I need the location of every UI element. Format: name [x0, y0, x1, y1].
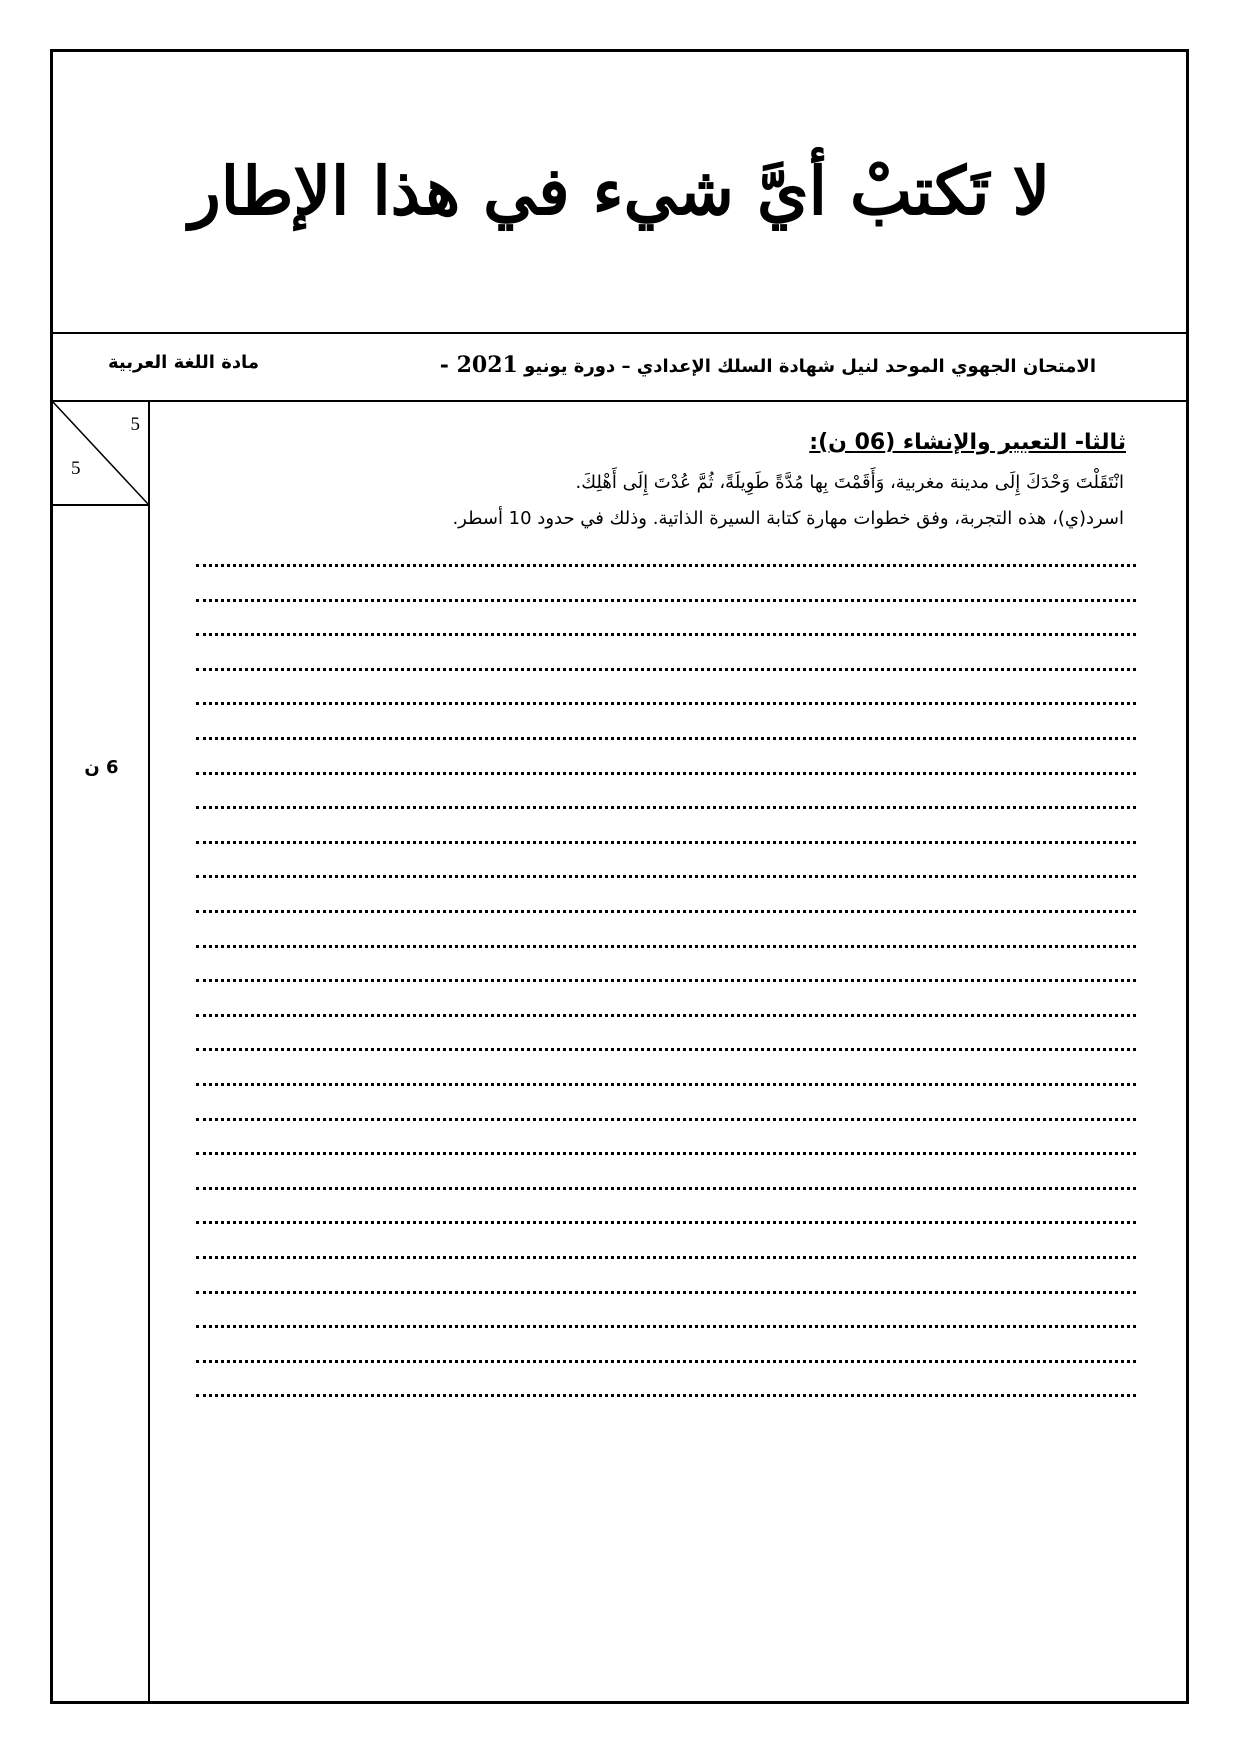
answer-line[interactable] [196, 1256, 1136, 1259]
answer-line[interactable] [196, 668, 1136, 671]
answer-line[interactable] [196, 1118, 1136, 1121]
prompt-line-1: انْتَقَلْتَ وَحْدَكَ إِلَى مدينة مغربية، وَأَقَمْتَ بِها مُدَّةً طَوِيلَةً، ثُمَّ عُدْتَ إِلَى أَهْلِكَ. [575, 472, 1124, 493]
answer-line[interactable] [196, 702, 1136, 705]
exam-header [53, 334, 1186, 402]
answer-line[interactable] [196, 979, 1136, 982]
answer-line[interactable] [196, 1394, 1136, 1397]
answer-line[interactable] [196, 633, 1136, 636]
answer-line[interactable] [196, 1221, 1136, 1224]
prompt-line-2: اسرد(ي)، هذه التجربة، وفق خطوات مهارة كتابة السيرة الذاتية. وذلك في حدود 10 أسطر. [452, 508, 1124, 529]
answer-line[interactable] [196, 841, 1136, 844]
answer-line[interactable] [196, 1325, 1136, 1328]
answer-line[interactable] [196, 1360, 1136, 1363]
answer-line[interactable] [196, 737, 1136, 740]
answer-line[interactable] [196, 806, 1136, 809]
answer-line[interactable] [196, 1014, 1136, 1017]
exam-year: 2021 - [439, 352, 518, 378]
subject-label: مادة اللغة العربية [108, 352, 259, 373]
answer-line[interactable] [196, 945, 1136, 948]
exam-page-frame [50, 49, 1189, 1704]
answer-line[interactable] [196, 1152, 1136, 1155]
answer-line[interactable] [196, 910, 1136, 913]
answer-line[interactable] [196, 772, 1136, 775]
answer-line[interactable] [196, 1291, 1136, 1294]
points-label: 6 ن [84, 757, 119, 778]
do-not-write-warning: لا تَكتبْ أيَّ شيء في هذا الإطار [188, 152, 1051, 230]
answer-line[interactable] [196, 1048, 1136, 1051]
answer-line[interactable] [196, 564, 1136, 567]
given-score: 5 [71, 458, 81, 479]
do-not-write-zone [53, 52, 1186, 334]
exam-title-text: الامتحان الجهوي الموحد لنيل شهادة السلك الإعدادي – دورة يونيو [524, 356, 1096, 377]
answer-line[interactable] [196, 1083, 1136, 1086]
answer-line[interactable] [196, 875, 1136, 878]
answer-line[interactable] [196, 599, 1136, 602]
answer-line[interactable] [196, 1187, 1136, 1190]
max-score: 5 [130, 414, 140, 435]
grading-column [53, 402, 150, 1701]
composition-section [150, 402, 1186, 1701]
exam-title [440, 352, 1096, 378]
section-title: ثالثا- التعبير والإنشاء (06 ن): [809, 430, 1126, 455]
grade-box [53, 402, 148, 506]
